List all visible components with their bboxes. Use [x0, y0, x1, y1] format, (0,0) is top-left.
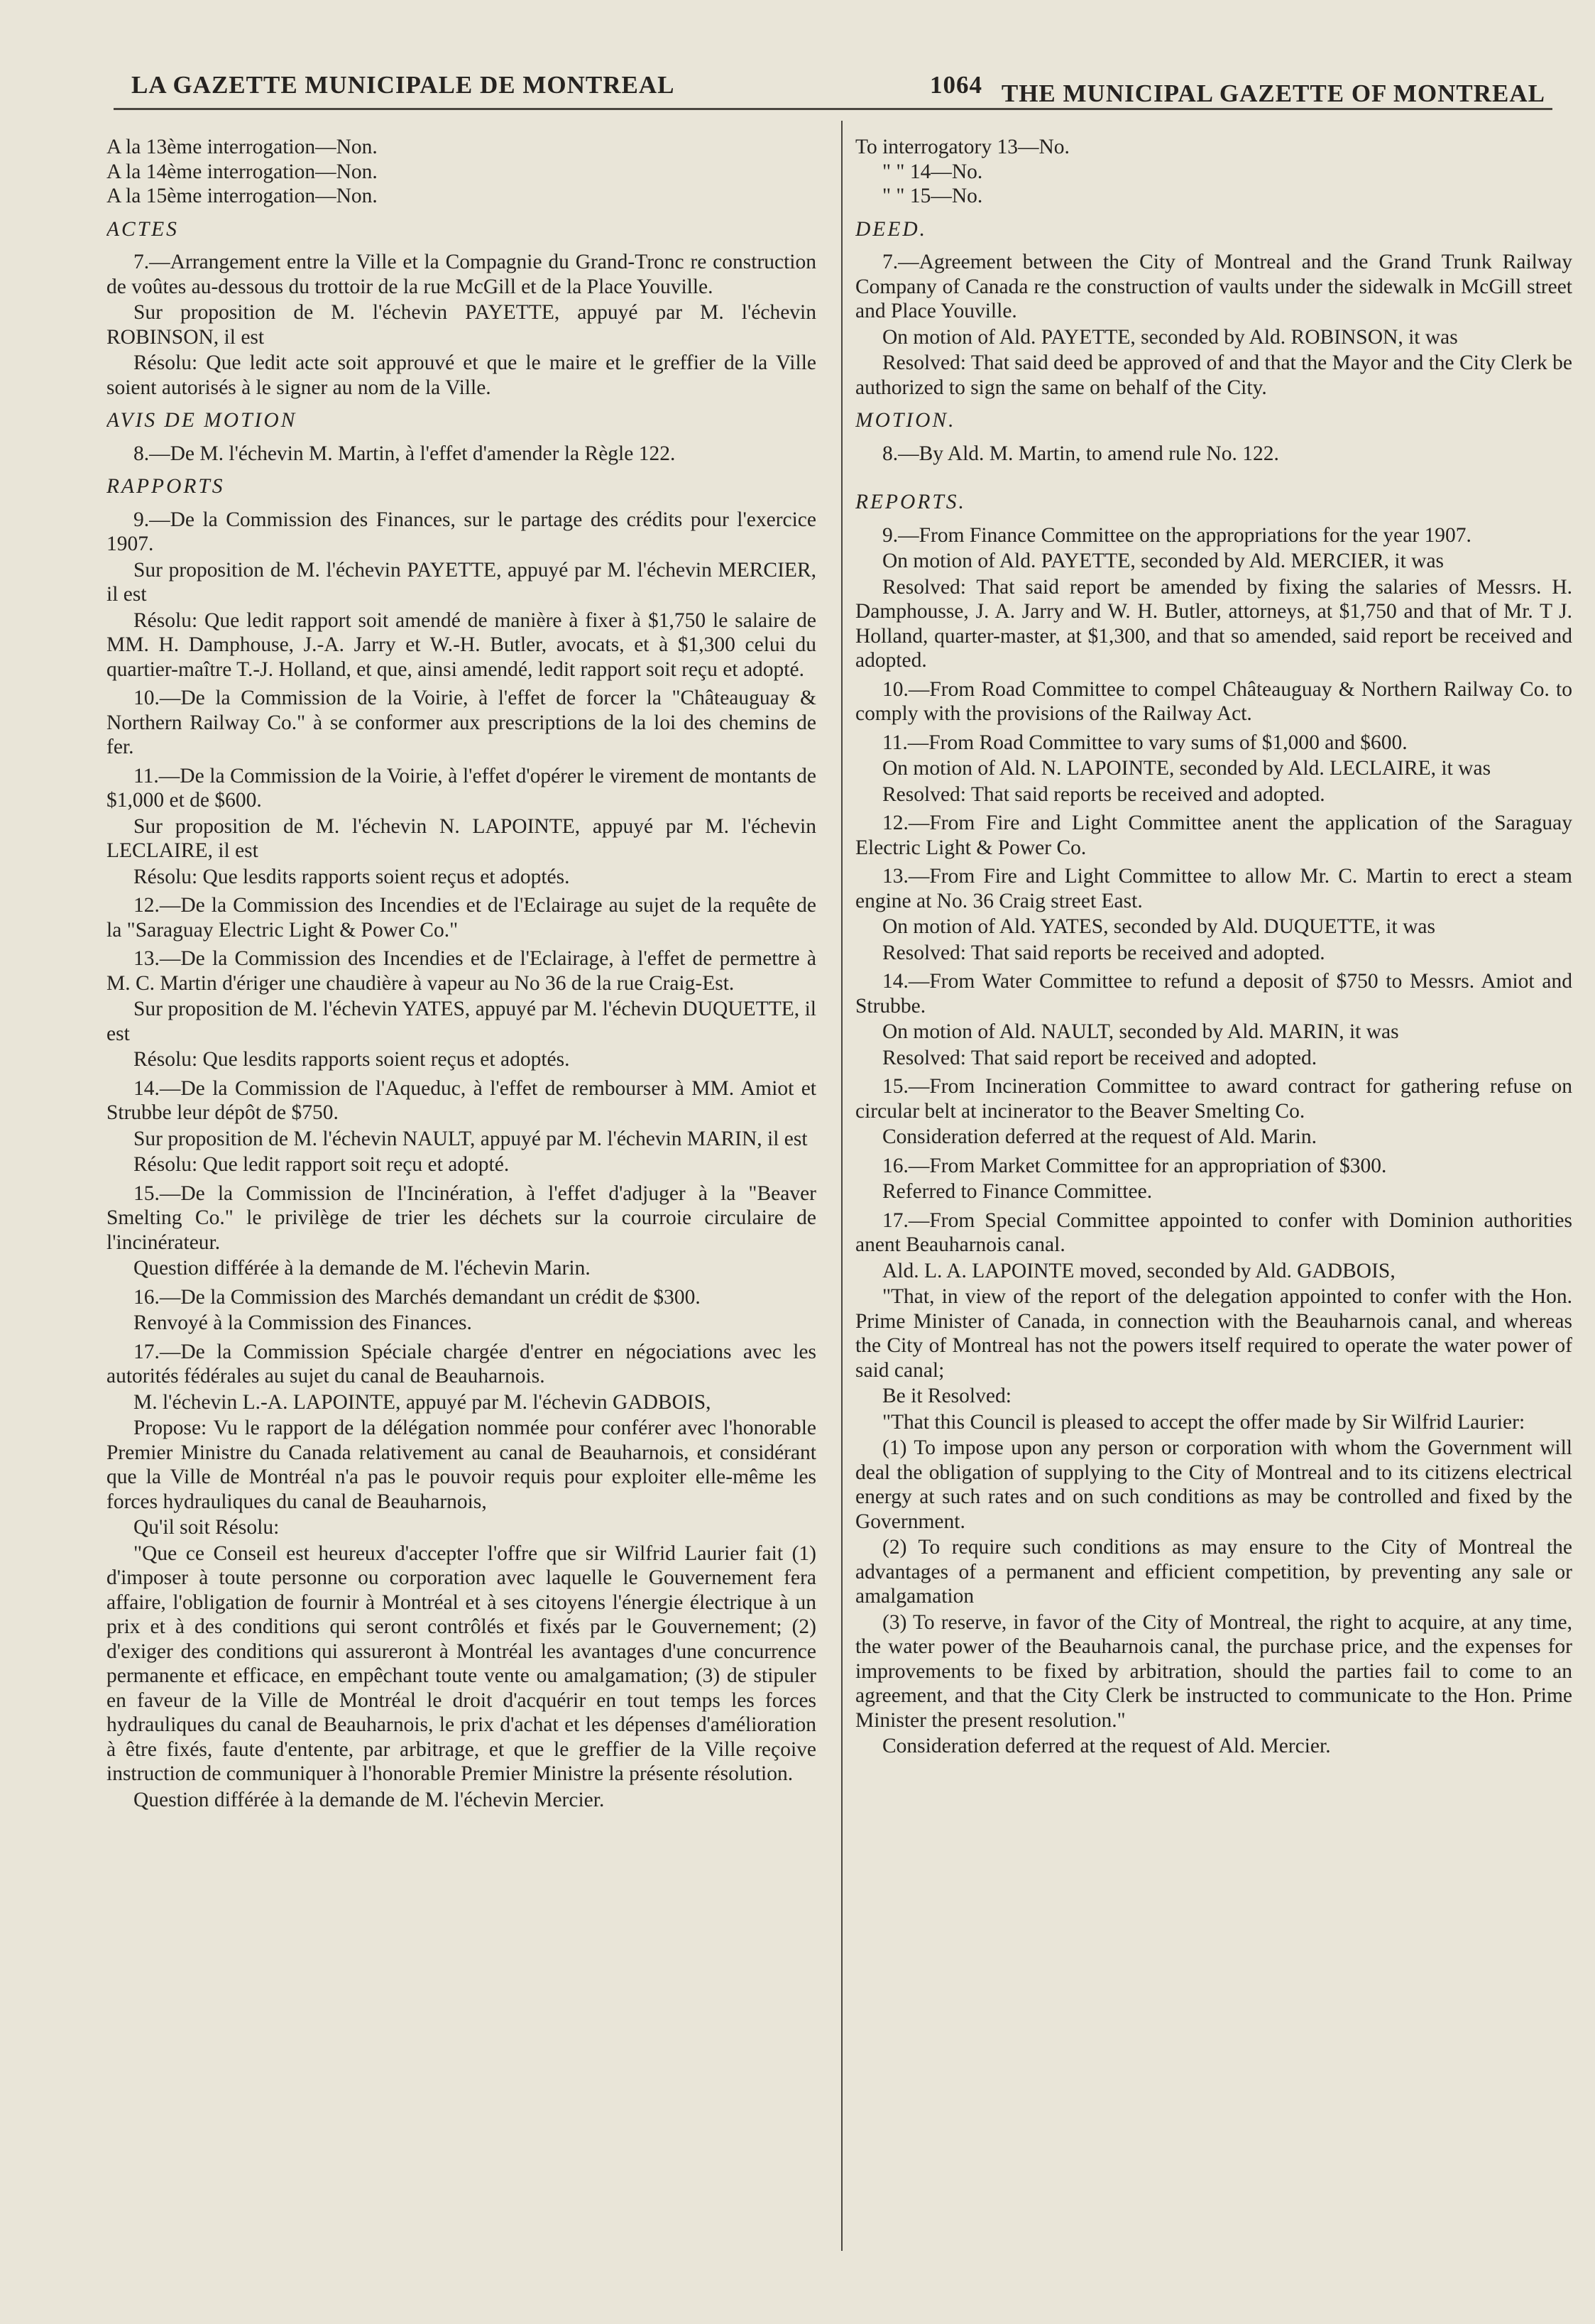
- item-11-resolution: Resolved: That said reports be received and adopted.: [882, 782, 1325, 806]
- item-14: 14.—From Water Committee to refund a deposit of $750 to Messrs. Amiot and Strubbe.: [855, 970, 1572, 1018]
- item-7-motion: On motion of Ald. PAYETTE, seconded by Ald. ROBINSON, it was: [882, 325, 1458, 349]
- item-17-be-it-resolved: Be it Resolved:: [882, 1385, 1012, 1407]
- heading-motion: MOTION.: [855, 409, 956, 432]
- item-11-motion: Sur proposition de M. l'échevin N. LAPOINTE, appuyé par M. l'échevin LECLAIRE, il est: [106, 814, 816, 862]
- heading-rapports: RAPPORTS: [106, 475, 225, 498]
- item-12: 12.—De la Commission des Incendies et de l'Eclairage au sujet de la requête de la "Saraguay Electric Light & Power Co.": [106, 894, 816, 942]
- item-17-deferred: Consideration deferred at the request of Ald. Mercier.: [882, 1735, 1331, 1757]
- heading-deed: DEED.: [855, 217, 928, 241]
- header-rule: [114, 108, 1552, 110]
- item-13: 13.—From Fire and Light Committee to allow Mr. C. Martin to erect a steam engine at No. 36 Craig street East.: [855, 865, 1572, 912]
- item-7-resolution: Resolved: That said deed be approved of and that the Mayor and the City Clerk be authorized to sign the same on behalf of the City.: [855, 351, 1572, 399]
- heading-reports: REPORTS.: [855, 491, 966, 513]
- item-9-motion: On motion of Ald. PAYETTE, seconded by Ald. MERCIER, it was: [882, 550, 1445, 572]
- item-15-deferred: Consideration deferred at the request of Ald. Marin.: [882, 1125, 1317, 1148]
- item-13-motion: Sur proposition de M. l'échevin YATES, appuyé par M. l'échevin DUQUETTE, il est: [106, 998, 816, 1045]
- header-french-title: LA GAZETTE MUNICIPALE DE MONTREAL: [131, 71, 675, 99]
- item-17-clause-1: (1) To impose upon any person or corporation with whom the Government will deal the obligation of supplying to the City of Montreal and to its citizens electrical energy at such rates and on such conditions as may be controlled and fixed by the Government.: [855, 1436, 1572, 1533]
- page-number: 1064: [930, 71, 982, 99]
- item-17: 17.—From Special Committee appointed to confer with Dominion authorities anent Beauharnois canal.: [855, 1209, 1572, 1256]
- item-13: 13.—De la Commission des Incendies et de l'Eclairage, à l'effet de permettre à M. C. Martin d'ériger une chaudière à vapeur au No 36 de la rue Craig-Est.: [106, 947, 816, 995]
- item-14-motion: Sur proposition de M. l'échevin NAULT, appuyé par M. l'échevin MARIN, il est: [133, 1127, 808, 1150]
- interrogation-13: A la 13ème interrogation—Non.: [106, 136, 378, 158]
- interrogatory-15: " " 15—No.: [882, 185, 983, 207]
- item-7: 7.—Arrangement entre la Ville et la Compagnie du Grand-Tronc re construction de voûtes au-dessous du trottoir de la rue McGill et de la Place Youville.: [106, 251, 816, 298]
- item-17-quil-soit: Qu'il soit Résolu:: [133, 1516, 280, 1539]
- item-12: 12.—From Fire and Light Committee anent the application of the Saraguay Electric Light & Power Co.: [855, 812, 1572, 859]
- item-7: 7.—Agreement between the City of Montreal and the Grand Trunk Railway Company of Canada re the construction of vaults under the sidewalk in McGill street and Place Youville.: [855, 251, 1572, 322]
- item-17-motion: Ald. L. A. LAPOINTE moved, seconded by Ald. GADBOIS,: [882, 1259, 1396, 1282]
- item-15: 15.—From Incineration Committee to award contract for gathering refuse on circular belt at incinerator to the Beaver Smelting Co.: [855, 1075, 1572, 1123]
- item-17-clause-3: (3) To reserve, in favor of the City of Montreal, the right to acquire, at any time, the water power of the Beauharnois canal, the purchase price, and the expenses for improvements to be fixed by arbitration, should the parties fail to come to an agreement, and that the City Clerk be instructed to communicate to the Hon. Prime Minister the present resolution.": [855, 1610, 1572, 1732]
- item-9-resolution: Resolved: That said report be amended by fixing the salaries of Messrs. H. Damphousse, J. A. Jarry and W. H. Butler, attorneys, at $1,750 and that of Mr. T J. Holland, quarter-master, at $1,300, and that so amended, said report be received and adopted.: [855, 575, 1572, 672]
- item-17-propose: Propose: Vu le rapport de la délégation nommée pour conférer avec l'honorable Premier Ministre du Canada relativement au canal de Beauharnois, et considérant que la Ville de Montréal n'a pas le pouvoir requis pour exploiter elle-même les forces hydrauliques du canal de Beauharnois,: [106, 1417, 816, 1513]
- item-11: 11.—De la Commission de la Voirie, à l'effet d'opérer le virement de montants de $1,000 et de $600.: [106, 764, 816, 812]
- item-9-resolution: Résolu: Que ledit rapport soit amendé de manière à fixer à $1,750 le salaire de MM. H. Damphouse, J.-A. Jarry et W.-H. Butler, avocats, et à $1,300 celui du quartier-maître T.-J. Holland, et que, ainsi amendé, ledit rapport soit reçu et adopté.: [106, 609, 816, 681]
- item-13-motion: On motion of Ald. YATES, seconded by Ald. DUQUETTE, it was: [882, 915, 1435, 938]
- item-16: 16.—From Market Committee for an appropriation of $300.: [882, 1154, 1387, 1177]
- interrogation-14: A la 14ème interrogation—Non.: [106, 160, 378, 183]
- item-17-deferred: Question différée à la demande de M. l'échevin Mercier.: [133, 1788, 605, 1811]
- item-17-motion: M. l'échevin L.-A. LAPOINTE, appuyé par M. l'échevin GADBOIS,: [133, 1390, 711, 1414]
- item-17-whereas: "That, in view of the report of the delegation appointed to confer with the Hon. Prime Minister of Canada, in connection with the Beauharnois canal, and whereas the City of Montreal has not the powers itself required to operate the water power of said canal;: [855, 1285, 1572, 1382]
- item-9: 9.—From Finance Committee on the appropriations for the year 1907.: [882, 523, 1471, 547]
- item-17-resolution-body: "Que ce Conseil est heureux d'accepter l'offre que sir Wilfrid Laurier fait (1) d'imposer à toute personne ou corporation avec laquelle le Gouvernement fera affaire, l'obligation de fournir à Montréal et à ses citoyens l'énergie électrique à un prix et à des conditions qui seront contrôlés et fixés par le Gouvernement; (2) d'exiger des conditions qui assureront à Montréal les avantages d'une concurrence permanente et efficace, en empêchant toute vente ou amalgamation; (3) de stipuler en faveur de la Ville de Montréal le droit d'acquérir en tout temps les forces hydrauliques du canal de Beauharnois, le prix d'achat et les dépenses d'amélioration à être fixés, faute d'entente, par arbitrage, et que le greffier de la Ville reçoive instruction de communiquer à l'honorable Premier Ministre la présente résolution.: [106, 1542, 816, 1785]
- item-8: 8.—De M. l'échevin M. Martin, à l'effet d'amender la Règle 122.: [133, 442, 676, 465]
- item-8: 8.—By Ald. M. Martin, to amend rule No. 122.: [882, 442, 1279, 465]
- item-17-pleased: "That this Council is pleased to accept the offer made by Sir Wilfrid Laurier:: [882, 1410, 1525, 1434]
- item-13-resolution: Resolved: That said reports be received and adopted.: [882, 941, 1325, 964]
- item-9: 9.—De la Commission des Finances, sur le partage des crédits pour l'exercice 1907.: [106, 508, 816, 555]
- item-7-resolution: Résolu: Que ledit acte soit approuvé et que le maire et le greffier de la Ville soient autorisés à le signer au nom de la Ville.: [106, 351, 816, 399]
- header-english-title: THE MUNICIPAL GAZETTE OF MONTREAL: [1001, 80, 1545, 107]
- item-14: 14.—De la Commission de l'Aqueduc, à l'effet de rembourser à MM. Amiot et Strubbe leur dépôt de $750.: [106, 1076, 816, 1124]
- french-column: [106, 135, 816, 2296]
- item-14-motion: On motion of Ald. NAULT, seconded by Ald. MARIN, it was: [882, 1020, 1399, 1043]
- heading-avis-de-motion: AVIS DE MOTION: [106, 409, 297, 432]
- interrogation-15: A la 15ème interrogation—Non.: [106, 185, 378, 207]
- item-17: 17.—De la Commission Spéciale chargée d'entrer en négociations avec les autorités fédérales au sujet du canal de Beauharnois.: [106, 1340, 816, 1387]
- interrogatory-14: " " 14—No.: [882, 160, 983, 183]
- item-15: 15.—De la Commission de l'Incinération, à l'effet d'adjuger à la "Beaver Smelting Co." le privilège de trier les déchets sur la courroie circulaire de l'incinérateur.: [106, 1182, 816, 1254]
- item-16: 16.—De la Commission des Marchés demandant un crédit de $300.: [133, 1285, 701, 1309]
- item-14-resolution: Résolu: Que ledit rapport soit reçu et adopté.: [133, 1153, 510, 1176]
- item-16-referred: Referred to Finance Committee.: [882, 1180, 1153, 1203]
- item-11: 11.—From Road Committee to vary sums of $1,000 and $600.: [882, 731, 1408, 754]
- column-divider: [841, 121, 843, 2251]
- interrogatory-13: To interrogatory 13—No.: [855, 136, 1070, 158]
- item-16-referred: Renvoyé à la Commission des Finances.: [133, 1311, 472, 1334]
- item-10: 10.—From Road Committee to compel Châteauguay & Northern Railway Co. to comply with the provisions of the Railway Act.: [855, 677, 1572, 725]
- item-14-resolution: Resolved: That said report be received and adopted.: [882, 1046, 1317, 1069]
- item-7-motion: Sur proposition de M. l'échevin PAYETTE, appuyé par M. l'échevin ROBINSON, il est: [106, 301, 816, 349]
- item-15-deferred: Question différée à la demande de M. l'échevin Marin.: [133, 1257, 591, 1280]
- english-column: [855, 135, 1572, 2296]
- item-17-clause-2: (2) To require such conditions as may ensure to the City of Montreal the advantages of a permanent and efficient competition, by preventing any sale or amalgamation: [855, 1536, 1572, 1608]
- item-10: 10.—De la Commission de la Voirie, à l'effet de forcer la "Châteauguay & Northern Railway Co." à se conformer aux prescriptions de la loi des chemins de fer.: [106, 687, 816, 758]
- item-9-motion: Sur proposition de M. l'échevin PAYETTE, appuyé par M. l'échevin MERCIER, il est: [106, 558, 816, 606]
- page-header: [114, 71, 1545, 114]
- heading-actes: ACTES: [106, 217, 179, 241]
- item-13-resolution: Résolu: Que lesdits rapports soient reçus et adoptés.: [133, 1048, 570, 1071]
- item-11-resolution: Résolu: Que lesdits rapports soient reçus et adoptés.: [133, 865, 570, 888]
- item-11-motion: On motion of Ald. N. LAPOINTE, seconded by Ald. LECLAIRE, it was: [882, 757, 1491, 780]
